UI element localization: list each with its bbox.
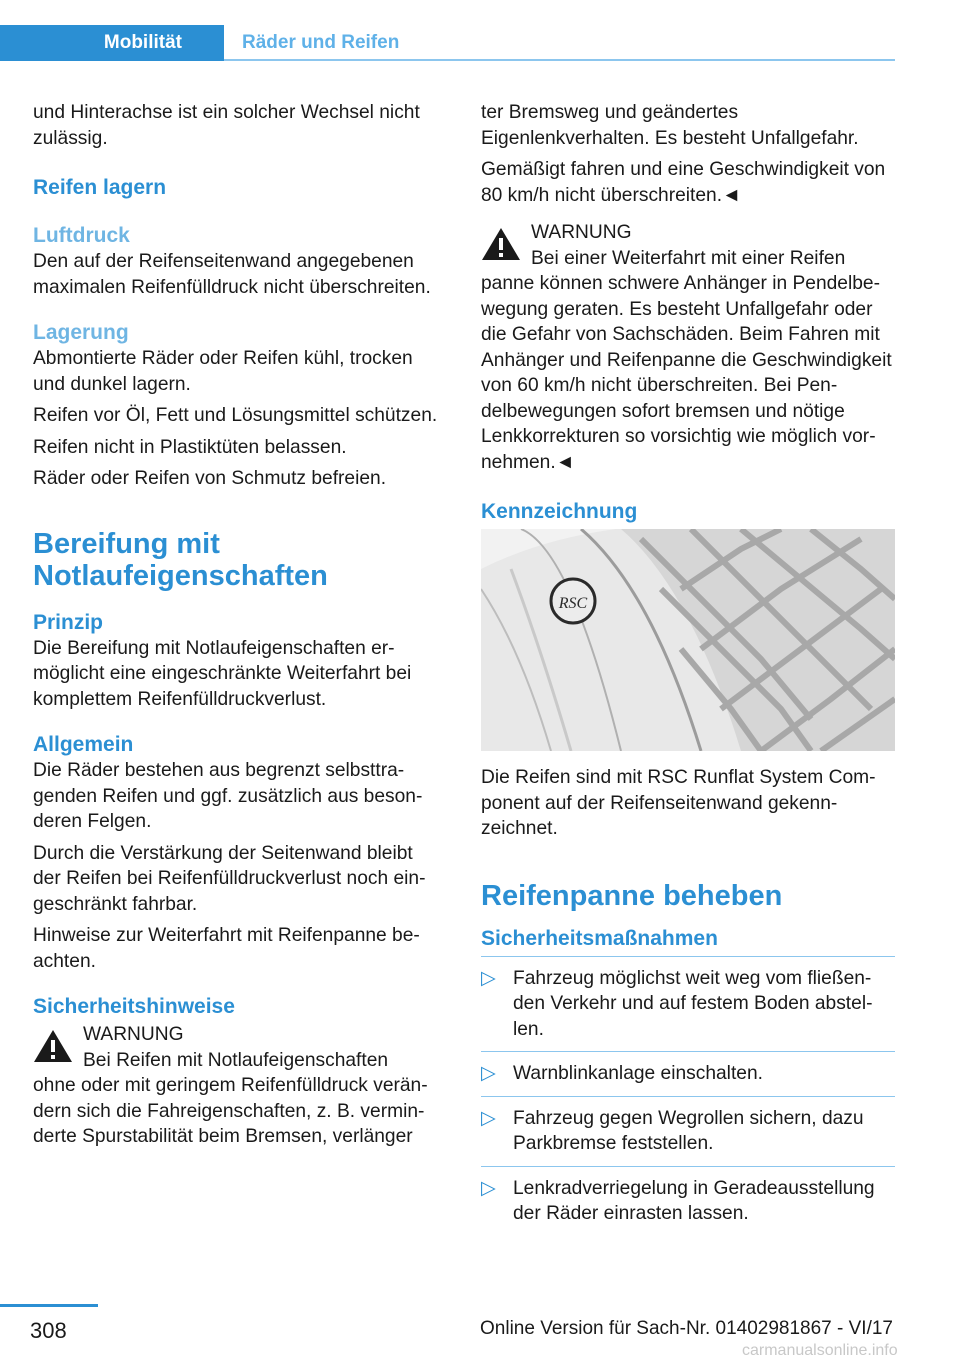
section-title-store: Reifen lagern: [33, 176, 167, 199]
warning-box-left: [33, 1022, 445, 1150]
page-number: 308: [30, 1318, 67, 1343]
warning-box-right: [481, 220, 895, 475]
intro-text: und Hinterachse ist ein solcher Wechsel nicht zulässig.: [33, 102, 420, 149]
page-header: [0, 25, 895, 63]
warning-text: panne können schwere Anhänger in Pendelbewegung geraten. Es besteht Unfallgefahr oder die Gefahr von Sachschäden. Beim Fahren mit Anhänger und Reifenpanne die Geschwindigkeit von 60 km/h nicht überschreiten. Bei Pendelbewegungen sofort bremsen und nötige Lenkkorrekturen so vorsichtig wie möglich vornehmen.◄: [481, 273, 892, 473]
list-divider: [481, 1096, 895, 1097]
list-divider: [481, 956, 895, 957]
warning-label: WARNUNG: [83, 1024, 184, 1045]
warning-label: WARNUNG: [531, 222, 632, 243]
continued-text-2: Gemäßigt fahren und eine Geschwindigkeit von 80 km/h nicht überschreiten.◄: [481, 159, 886, 206]
bullet-triangle-icon: ▷: [481, 1063, 496, 1084]
subtitle-general: Allgemein: [33, 733, 134, 756]
subtitle-measures: Sicherheitsmaßnahmen: [481, 926, 718, 950]
list-divider: [481, 1051, 895, 1052]
marking-text: Die Reifen sind mit RSC Runflat System Component auf der Reifenseitenwand gekennzeichnet.: [481, 767, 876, 839]
subtitle-storage: Lagerung: [33, 321, 129, 344]
footer-divider: [0, 1304, 98, 1307]
warning-first-line: Bei Reifen mit Notlaufeigenschaften: [83, 1049, 389, 1071]
general-text-2: Durch die Verstärkung der Seitenwand bleibt der Reifen bei Reifenfülldruckverlust noch eingeschränkt fahrbar.: [33, 842, 426, 915]
general-text-1: Die Räder bestehen aus begrenzt selbsttragenden Reifen und ggf. zusätzlich aus besonderen Felgen.: [33, 760, 423, 832]
bullet-triangle-icon: ▷: [481, 967, 496, 989]
principle-text: Die Bereifung mit Notlaufeigenschaften ermöglicht eine eingeschränkte Weiterfahrt bei komplettem Reifenfülldruckverlust.: [33, 637, 412, 710]
subtitle-marking: Kennzeichnung: [481, 500, 638, 523]
online-version-note: Online Version für Sach-Nr. 01402981867 - VI/17: [480, 1318, 893, 1339]
warning-triangle-icon: [481, 226, 521, 262]
section-title-runflat: Bereifung mit Notlaufeigenschaften: [33, 527, 328, 592]
continued-text-1: ter Bremsweg und geändertes Eigenlenkverhalten. Es besteht Unfallgefahr.: [481, 102, 859, 149]
chapter-tab: Mobilität: [0, 25, 224, 61]
subtitle-safety: Sicherheitshinweise: [33, 995, 235, 1018]
watermark: carmanualsonline.info: [742, 1342, 898, 1359]
header-divider: [224, 59, 895, 61]
pressure-text: Den auf der Reifenseitenwand angegebenen maximalen Reifenfülldruck nicht überschreiten.: [33, 251, 431, 298]
subtitle-principle: Prinzip: [33, 610, 104, 634]
breadcrumb: Räder und Reifen: [242, 32, 400, 53]
left-column: [33, 100, 445, 1150]
bullet-triangle-icon: ▷: [481, 1177, 496, 1199]
storage-text-2: Reifen vor Öl, Fett und Lösungsmittel schützen.: [33, 405, 438, 426]
list-item: ▷ Lenkradverriegelung in Geradeausstellung der Räder einrasten lassen.: [481, 1177, 875, 1224]
bullet-triangle-icon: ▷: [481, 1107, 496, 1129]
subtitle-pressure: Luftdruck: [33, 224, 130, 247]
list-item: ▷ Fahrzeug gegen Wegrollen sichern, dazu Parkbremse feststellen.: [481, 1107, 864, 1154]
storage-text-3: Reifen nicht in Plastiktüten belassen.: [33, 436, 347, 458]
storage-text-4: Räder oder Reifen von Schmutz befreien.: [33, 468, 387, 489]
right-column: [481, 100, 895, 1236]
general-text-3: Hinweise zur Weiterfahrt mit Reifenpanne beachten.: [33, 925, 420, 972]
section-title-fix: Reifenpanne beheben: [481, 879, 783, 912]
warning-triangle-icon: [33, 1028, 73, 1064]
rsc-marking: RSC: [558, 595, 588, 612]
list-item: ▷ Warnblinkanlage einschalten.: [481, 1061, 895, 1087]
list-divider: [481, 1166, 895, 1167]
list-item: ▷ Fahrzeug möglichst weit weg vom fließenden Verkehr und auf festem Boden abstellen.: [481, 967, 873, 1040]
storage-text-1: Abmontierte Räder oder Reifen kühl, trocken und dunkel lagern.: [33, 348, 413, 395]
warning-first-line: Bei einer Weiterfahrt mit einer Reifen: [531, 247, 846, 269]
measures-list: [481, 966, 895, 1227]
warning-text: ohne oder mit geringem Reifenfülldruck verändern sich die Fahreigenschaften, z. B. verminderte Spurstabilität beim Bremsen, verlänger: [33, 1075, 428, 1147]
tire-sidewall-image: [481, 529, 895, 751]
